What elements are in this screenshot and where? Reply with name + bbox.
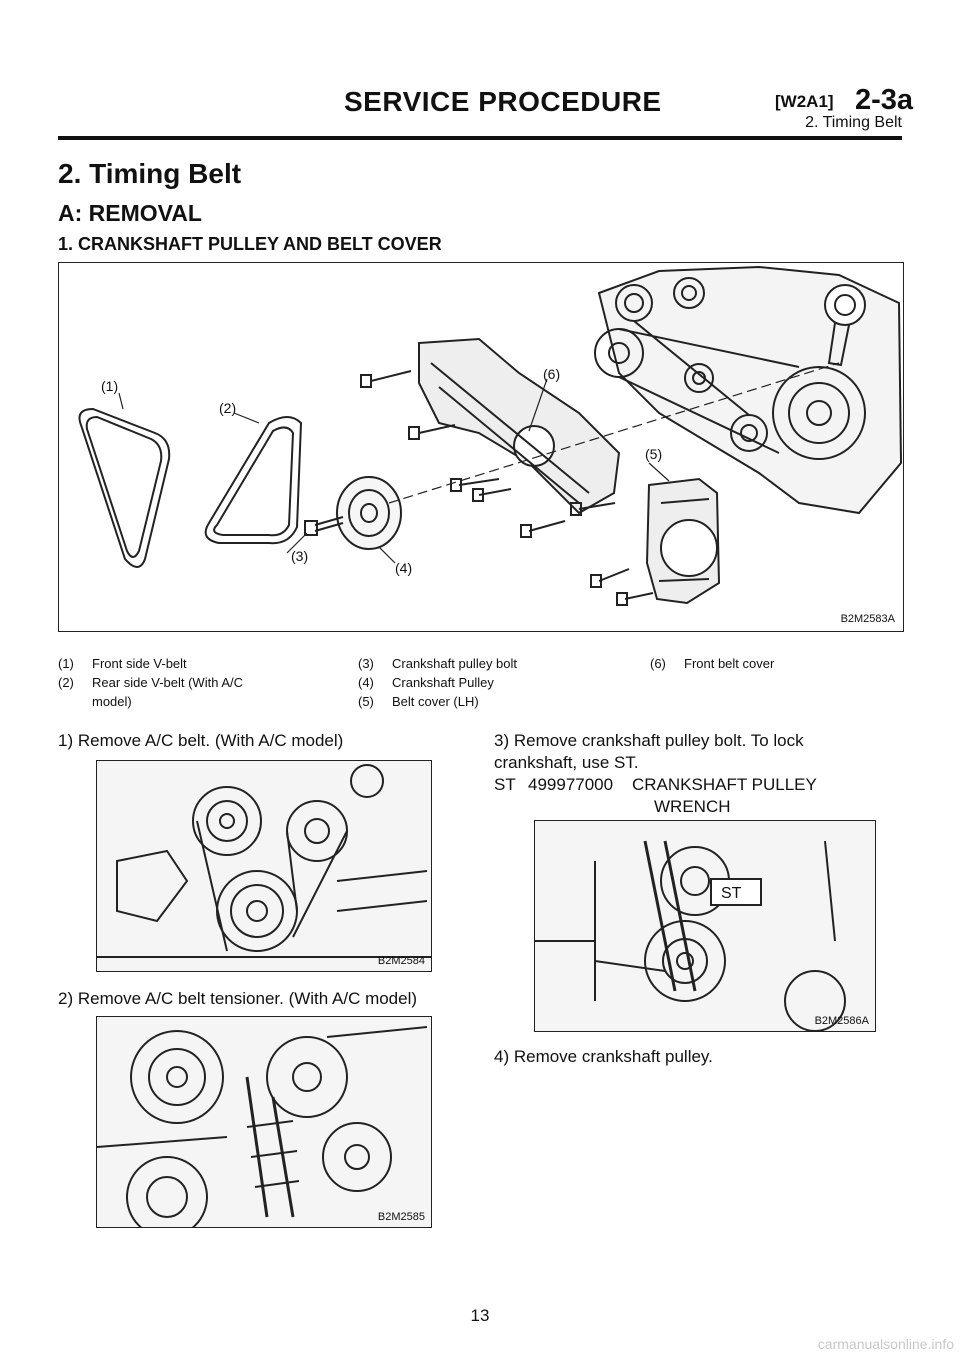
step-1: 1) Remove A/C belt. (With A/C model) bbox=[58, 731, 344, 750]
crank-wrench-illustration bbox=[535, 821, 875, 1031]
legend-item: (6) Front belt cover bbox=[650, 656, 775, 671]
step-3-line1: 3) Remove crankshaft pulley bolt. To lock bbox=[494, 731, 804, 750]
step-2: 2) Remove A/C belt tensioner. (With A/C model) bbox=[58, 989, 418, 1008]
step-3 bbox=[494, 730, 902, 818]
legend-item: (1) Front side V-belt bbox=[58, 656, 187, 671]
subsection-heading: A: REMOVAL bbox=[58, 200, 202, 226]
figure-ac-tensioner bbox=[96, 1016, 432, 1228]
legend-column-2 bbox=[358, 654, 638, 711]
legend-item: (2) Rear side V-belt (With A/C bbox=[58, 675, 243, 690]
watermark-link[interactable]: carmanualsonline.info bbox=[817, 1336, 954, 1352]
legend-item: (3) Crankshaft pulley bolt bbox=[358, 656, 518, 671]
section-heading: 2. Timing Belt bbox=[58, 158, 242, 189]
st-number: 499977000 bbox=[528, 775, 614, 794]
main-exploded-figure bbox=[58, 262, 904, 632]
header-code: [W2A1] bbox=[775, 92, 834, 111]
engine-exploded-illustration bbox=[59, 263, 903, 631]
legend-column-3 bbox=[650, 654, 902, 673]
header-rule bbox=[58, 136, 902, 140]
step-4: 4) Remove crankshaft pulley. bbox=[494, 1047, 713, 1066]
st-name: CRANKSHAFT PULLEY bbox=[632, 775, 817, 794]
legend-item: (5) Belt cover (LH) bbox=[358, 694, 479, 709]
page-number: 13 bbox=[470, 1306, 490, 1325]
callout-1: (1) bbox=[101, 378, 119, 394]
figure-crank-wrench bbox=[534, 820, 876, 1032]
procedure-heading: 1. CRANKSHAFT PULLEY AND BELT COVER bbox=[58, 234, 442, 254]
callout-3: (3) bbox=[291, 548, 309, 564]
figure-code: B2M2583A bbox=[840, 613, 895, 625]
ac-tensioner-illustration bbox=[97, 1017, 431, 1227]
figure-ac-belt bbox=[96, 760, 432, 972]
st-name-continuation: WRENCH bbox=[654, 797, 731, 816]
callout-4: (4) bbox=[395, 560, 413, 576]
step-3-line2: crankshaft, use ST. bbox=[494, 753, 639, 772]
figure-code: B2M2585 bbox=[377, 1211, 425, 1223]
legend-item-continuation: model) bbox=[92, 694, 132, 709]
special-tool-line bbox=[494, 774, 902, 796]
legend-column-1 bbox=[58, 654, 338, 711]
ac-belt-illustration bbox=[97, 761, 431, 971]
figure-code: B2M2584 bbox=[377, 955, 425, 967]
header-section: 2-3a bbox=[855, 84, 914, 116]
header-title: SERVICE PROCEDURE bbox=[344, 86, 662, 117]
callout-6: (6) bbox=[543, 366, 561, 382]
callout-5: (5) bbox=[645, 446, 663, 462]
legend-item: (4) Crankshaft Pulley bbox=[358, 675, 494, 690]
callout-2: (2) bbox=[219, 400, 237, 416]
st-label: ST bbox=[494, 775, 516, 794]
st-callout: ST bbox=[721, 885, 742, 902]
figure-code: B2M2586A bbox=[814, 1015, 869, 1027]
header-subtitle: 2. Timing Belt bbox=[805, 114, 902, 131]
